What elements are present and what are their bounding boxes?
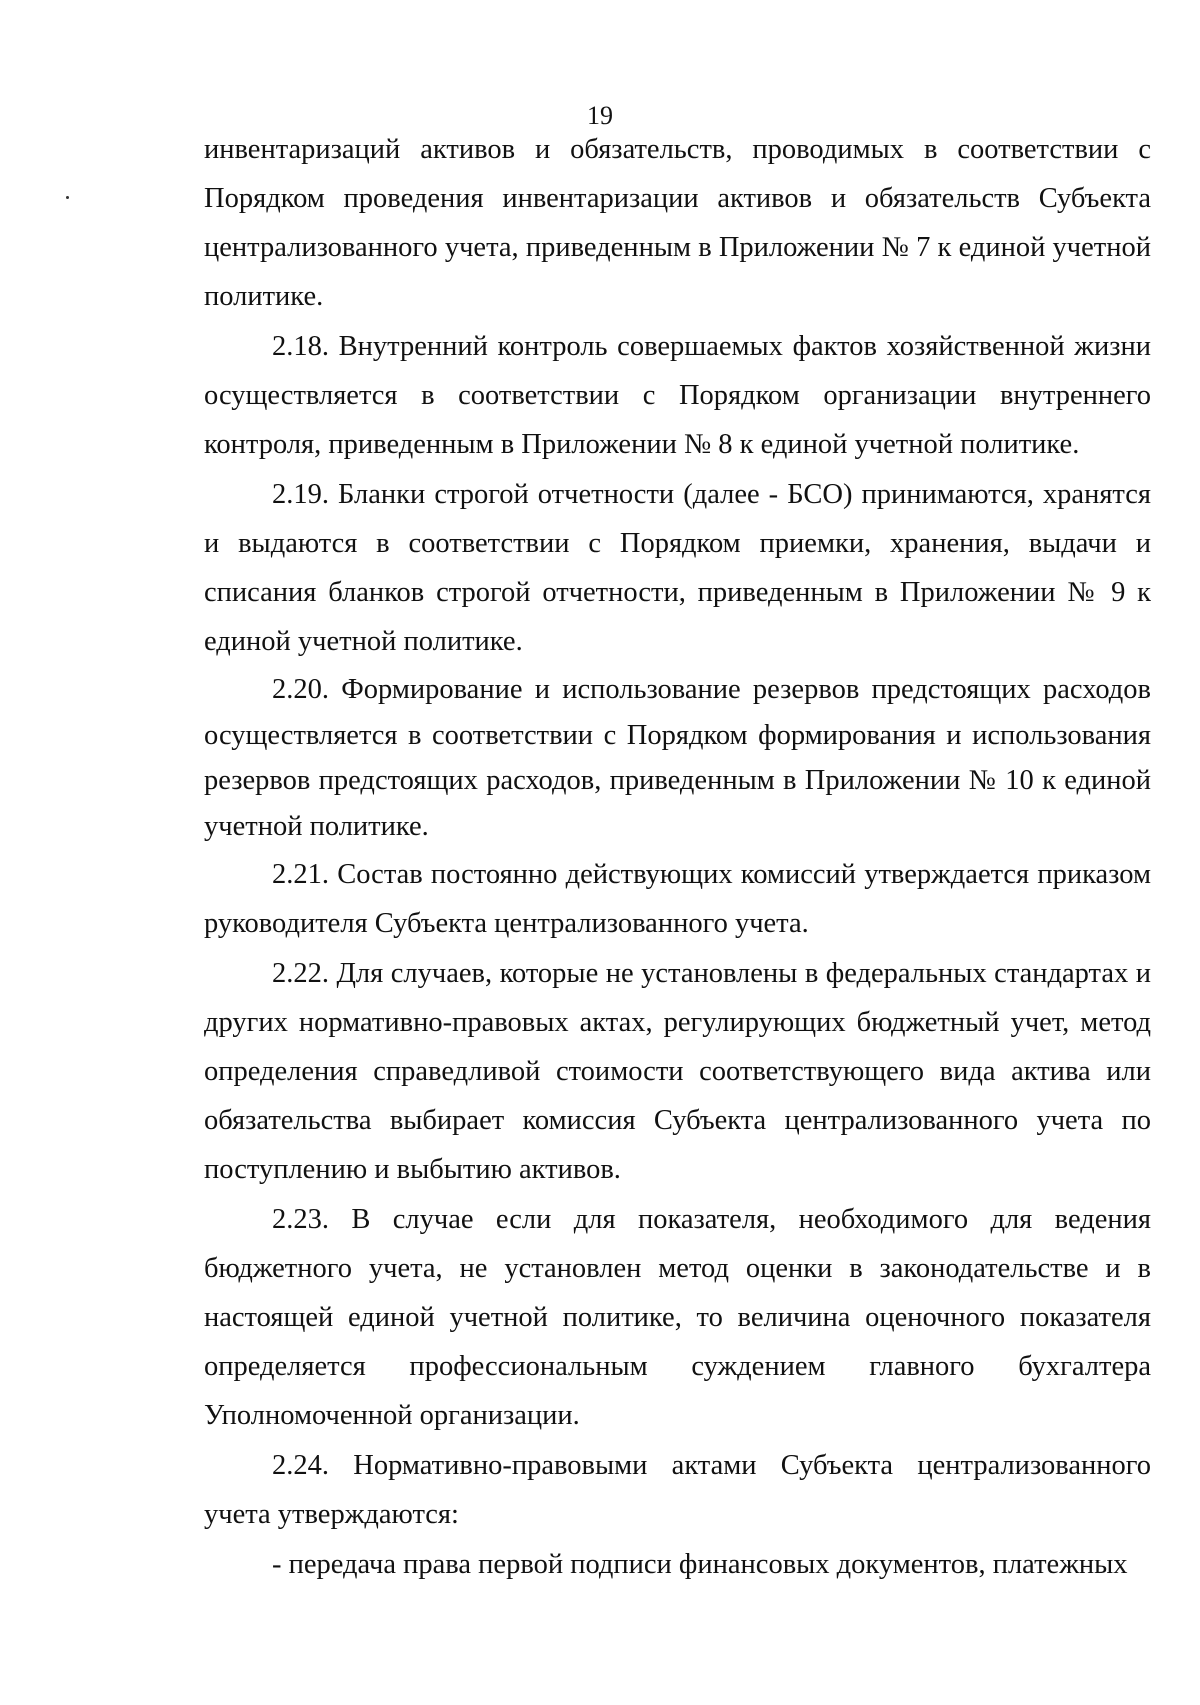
page-number: 19 [587, 101, 613, 130]
scan-speck [66, 196, 69, 199]
list-item-signature-rights: - передача права первой подписи финансовых документов, платежных [272, 1549, 1128, 1580]
paragraph-2-18: 2.18. Внутренний контроль совершаемых фактов хозяйственной жизни осуществляется в соответствии с Порядком организации внутреннего контроля, приведенным в Приложении № 8 к единой учетной политике. [204, 331, 1151, 460]
document-body [204, 125, 1151, 1590]
paragraph-2-21: 2.21. Состав постоянно действующих комиссий утверждается приказом руководителя Субъекта централизованного учета. [204, 859, 1151, 939]
paragraph-2-20: 2.20. Формирование и использование резервов предстоящих расходов осуществляется в соответствии с Порядком формирования и использования резервов предстоящих расходов, приведенным в Приложении № 10 к единой учетной политике. [204, 674, 1151, 842]
paragraph-continuation: инвентаризаций активов и обязательств, проводимых в соответствии с Порядком проведения инвентаризации активов и обязательств Субъекта централизованного учета, приведенным в Приложении № 7 к единой учетной политике. [204, 134, 1151, 312]
paragraph-2-23: 2.23. В случае если для показателя, необходимого для ведения бюджетного учета, не установлен метод оценки в законодательстве и в настоящей единой учетной политике, то величина оценочного показателя определяется профессиональным суждением главного бухгалтера Уполномоченной организации. [204, 1204, 1151, 1431]
paragraph-2-19: 2.19. Бланки строгой отчетности (далее - БСО) принимаются, хранятся и выдаются в соответствии с Порядком приемки, хранения, выдачи и списания бланков строгой отчетности, приведенным в Приложении № 9 к единой учетной политике. [204, 479, 1151, 657]
paragraph-2-22: 2.22. Для случаев, которые не установлены в федеральных стандартах и других нормативно-правовых актах, регулирующих бюджетный учет, метод определения справедливой стоимости соответствующего вида актива или обязательства выбирает комиссия Субъекта централизованного учета по поступлению и выбытию активов. [204, 958, 1151, 1185]
paragraph-2-24: 2.24. Нормативно-правовыми актами Субъекта централизованного учета утверждаются: [204, 1450, 1151, 1530]
